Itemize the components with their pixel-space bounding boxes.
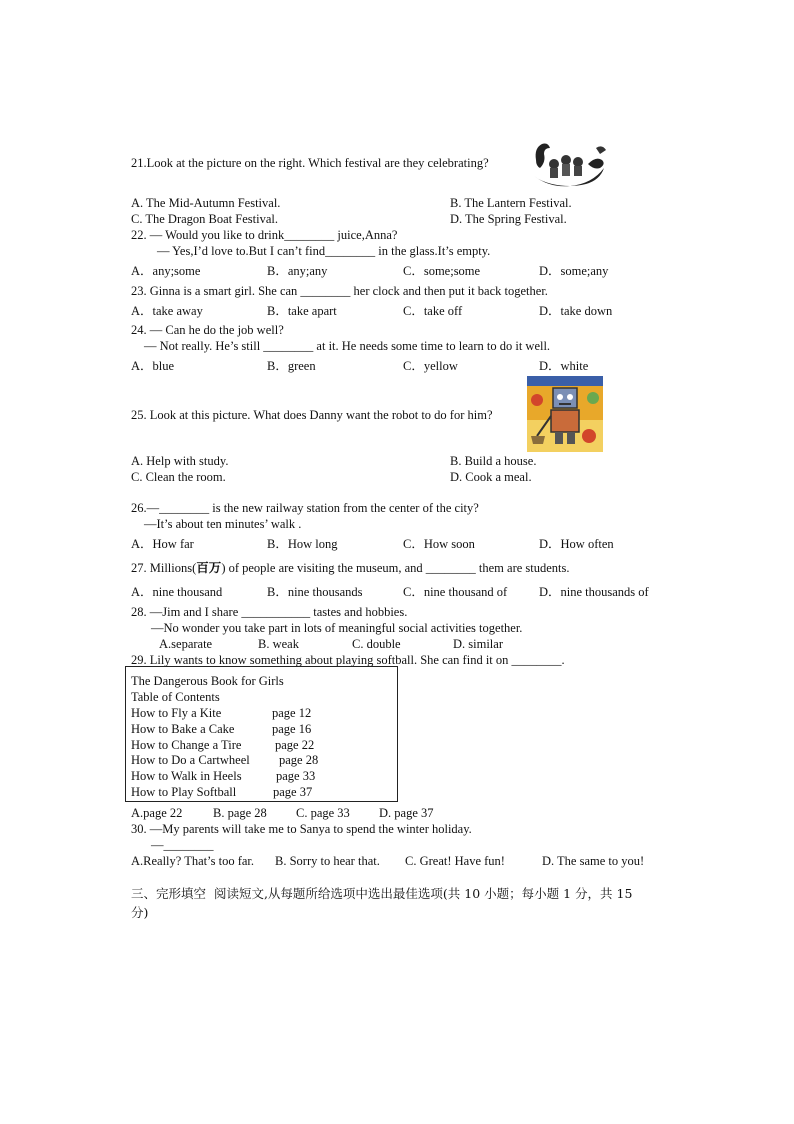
section-3-heading-line-2: 分) [131, 905, 149, 920]
q22-line-1: 22. — Would you like to drink________ juice,Anna? [131, 228, 398, 242]
q22-line-2: — Yes,I’d love to.But I can’t find________ in the glass.It’s empty. [157, 244, 491, 258]
toc-page-1: page 12 [272, 706, 312, 720]
q22-option-b: B．any;any [267, 264, 328, 278]
q30-option-c: C. Great! Have fun! [405, 854, 505, 868]
toc-page-6: page 37 [273, 785, 313, 799]
q28-option-b: B. weak [258, 637, 299, 651]
q25-option-b: B. Build a house. [450, 454, 537, 468]
q21-option-b: B. The Lantern Festival. [450, 196, 572, 210]
toc-page-5: page 33 [276, 769, 316, 783]
q26-option-c: C．How soon [403, 537, 475, 551]
section-3-heading-line-1: 三、完形填空 阅读短文,从每题所给选项中选出最佳选项(共 10 小题；每小题 1 分，共 15 [131, 886, 633, 901]
q26-line-2: —It’s about ten minutes’ walk . [144, 517, 302, 531]
q22-option-d: D．some;any [539, 264, 609, 278]
q25-stem: 25. Look at this picture. What does Danny want the robot to do for him? [131, 408, 493, 422]
q24-option-b: B．green [267, 359, 316, 373]
toc-topic-6: How to Play Softball [131, 785, 237, 799]
q21-option-c: C. The Dragon Boat Festival. [131, 212, 278, 226]
q24-option-c: C．yellow [403, 359, 458, 373]
q28-option-a: A.separate [159, 637, 213, 651]
q29-option-a: A.page 22 [131, 806, 183, 820]
robot-cleaning-picture-icon [527, 376, 603, 452]
q22-option-a: A．any;some [131, 264, 201, 278]
dragon-boat-picture-icon [530, 138, 610, 190]
toc-topic-3: How to Change a Tire [131, 738, 242, 752]
q27-option-d: D．nine thousands of [539, 585, 649, 599]
q21-stem: 21.Look at the picture on the right. Which festival are they celebrating? [131, 156, 489, 170]
q27-stem [131, 560, 570, 576]
q30-option-d: D. The same to you! [542, 854, 645, 868]
q23-option-d: D．take down [539, 304, 613, 318]
toc-page-3: page 22 [275, 738, 315, 752]
q25-option-a: A. Help with study. [131, 454, 229, 468]
q24-line-1: 24. — Can he do the job well? [131, 323, 284, 337]
q24-option-a: A．blue [131, 359, 175, 373]
q21-option-d: D. The Spring Festival. [450, 212, 567, 226]
q28-line-1: 28. —Jim and I share ___________ tastes and hobbies. [131, 605, 408, 619]
q28-line-2: —No wonder you take part in lots of meaningful social activities together. [151, 621, 523, 635]
q23-stem: 23. Ginna is a smart girl. She can ________ her clock and then put it back together. [131, 284, 548, 298]
q29-option-c: C. page 33 [296, 806, 350, 820]
q27-option-b: B．nine thousands [267, 585, 363, 599]
q27-stem-chinese: 百万 [196, 560, 222, 575]
toc-topic-5: How to Walk in Heels [131, 769, 242, 783]
q30-option-b: B. Sorry to hear that. [275, 854, 380, 868]
book-title: The Dangerous Book for Girls [131, 674, 284, 688]
toc-topic-4: How to Do a Cartwheel [131, 753, 250, 767]
q29-stem: 29. Lily wants to know something about playing softball. She can find it on ________. [131, 653, 565, 667]
q25-option-d: D. Cook a meal. [450, 470, 532, 484]
q24-line-2: — Not really. He’s still ________ at it. He needs some time to learn to do it well. [144, 339, 551, 353]
toc-topic-2: How to Bake a Cake [131, 722, 235, 736]
toc-page-4: page 28 [279, 753, 319, 767]
q21-option-a: A. The Mid-Autumn Festival. [131, 196, 281, 210]
q27-option-c: C．nine thousand of [403, 585, 508, 599]
q29-option-d: D. page 37 [379, 806, 434, 820]
q27-stem-part-1: 27. Millions( [131, 561, 197, 575]
q28-option-d: D. similar [453, 637, 503, 651]
toc-topic-1: How to Fly a Kite [131, 706, 222, 720]
toc-heading: Table of Contents [131, 690, 220, 704]
q26-option-a: A．How far [131, 537, 194, 551]
toc-page-2: page 16 [272, 722, 312, 736]
q30-line-2: —________ [151, 838, 214, 852]
q30-line-1: 30. —My parents will take me to Sanya to spend the winter holiday. [131, 822, 472, 836]
q27-stem-part-2: ) of people are visiting the museum, and ________ them are students. [221, 561, 570, 575]
q23-option-b: B．take apart [267, 304, 337, 318]
q26-line-1: 26.—________ is the new railway station from the center of the city? [131, 501, 479, 515]
q30-option-a: A.Really? That’s too far. [131, 854, 255, 868]
q26-option-b: B．How long [267, 537, 338, 551]
q22-option-c: C．some;some [403, 264, 481, 278]
q28-option-c: C. double [352, 637, 401, 651]
q25-option-c: C. Clean the room. [131, 470, 226, 484]
q27-option-a: A．nine thousand [131, 585, 223, 599]
q24-option-d: D．white [539, 359, 589, 373]
q29-option-b: B. page 28 [213, 806, 267, 820]
q23-option-c: C．take off [403, 304, 463, 318]
q23-option-a: A．take away [131, 304, 203, 318]
q26-option-d: D．How often [539, 537, 614, 551]
